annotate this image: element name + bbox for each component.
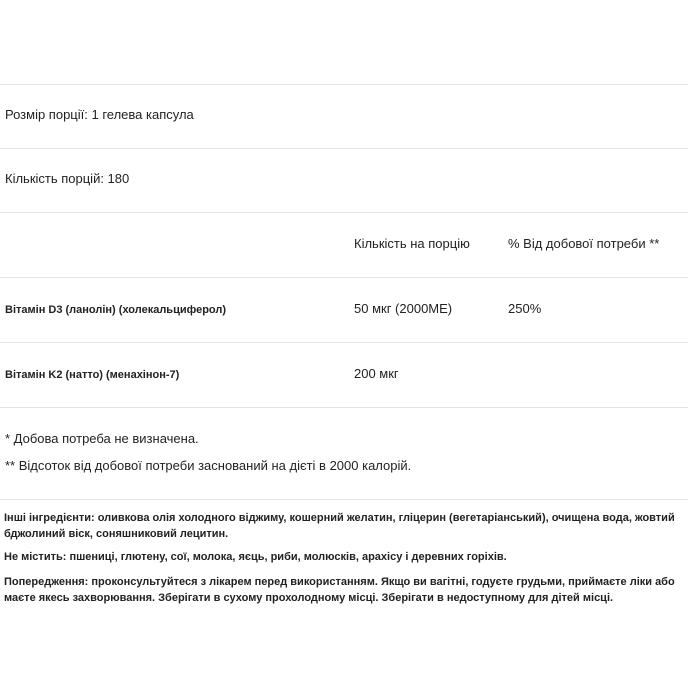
divider — [0, 407, 688, 408]
nutrient-daily-value: 250% — [508, 301, 542, 316]
other-ingredients: Інші інгредієнти: оливкова олія холодного віджиму, кошерний желатин, гліцерин (вегетаріанський), очищена вода, жовтий бджолиний віск, соняшниковий лецитин. — [4, 512, 675, 540]
footnote-not-established: * Добова потреба не визначена. — [5, 431, 199, 446]
divider — [0, 212, 688, 213]
header-amount-per-serving: Кількість на порцію — [354, 236, 470, 251]
nutrient-amount: 50 мкг (2000МЕ) — [354, 301, 453, 316]
nutrient-name: Вітамін K2 (натто) (менахінон-7) — [5, 369, 180, 381]
divider — [0, 342, 688, 343]
nutrient-name: Вітамін D3 (ланолін) (холекальциферол) — [5, 304, 227, 316]
footnote-daily-value-basis: ** Відсоток від добової потреби заснований на дієті в 2000 калорій. — [5, 458, 412, 473]
servings-per-container: Кількість порцій: 180 — [5, 171, 130, 186]
divider — [0, 499, 688, 500]
divider — [0, 277, 688, 278]
header-daily-value: % Від добової потреби ** — [508, 236, 660, 251]
divider — [0, 148, 688, 149]
serving-size: Розмір порції: 1 гелева капсула — [5, 107, 194, 122]
allergen-statement: Не містить: пшениці, глютену, сої, молока, яєць, риби, молюсків, арахісу і деревних горіхів. — [4, 551, 507, 563]
divider — [0, 84, 688, 85]
nutrient-amount: 200 мкг — [354, 366, 399, 381]
warning: Попередження: проконсультуйтеся з лікарем перед використанням. Якщо ви вагітні, годуєте грудьми, приймаєте ліки або маєте якесь захворювання. Зберігати в сухому прохолодному місці. Зберігати в недоступному для дітей місці. — [4, 576, 675, 604]
